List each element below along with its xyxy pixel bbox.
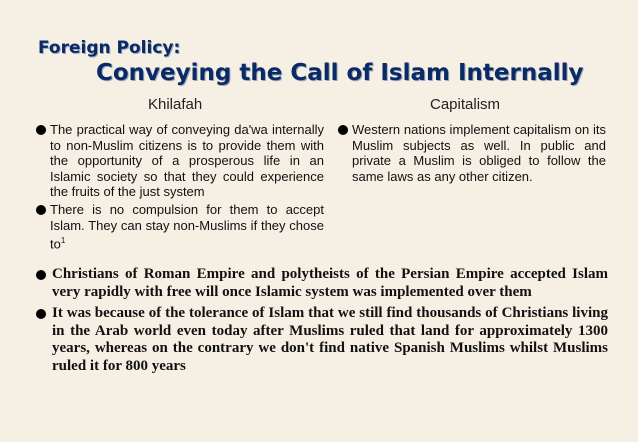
khilafah-heading: Khilafah	[148, 96, 203, 113]
capitalism-point: Western nations implement capitalism on its Muslim subjects as well. In public and private a Muslim is obliged to follow the same laws as any other citizen.	[336, 122, 606, 184]
summary-points	[34, 266, 608, 379]
slide-title: Conveying the Call of Islam Internally	[96, 60, 584, 86]
capitalism-heading: Capitalism	[430, 96, 501, 113]
capitalism-column	[336, 122, 606, 186]
khilafah-point: The practical way of conveying da'wa internally to non-Muslim citizens is to provide them with the opportunity of a prosperous life in an Islamic society so that they could experience the fruits of the just system	[34, 122, 324, 200]
summary-point: Christians of Roman Empire and polytheists of the Persian Empire accepted Islam very rapidly with free will once Islamic system was implemented over them	[34, 266, 608, 301]
summary-point: It was because of the tolerance of Islam that we still find thousands of Christians living in the Arab world even today after Muslims ruled that land for approximately 1300 years, whereas on the contrary we don't find native Spanish Muslims whilst Muslims ruled it for 800 years	[34, 305, 608, 375]
khilafah-point: There is no compulsion for them to accept Islam. They can stay non-Muslims if they chose $to^1$	[34, 202, 324, 252]
section-title: Foreign Policy:	[38, 38, 181, 58]
khilafah-column	[34, 122, 324, 254]
footnote-marker: 1	[60, 236, 66, 246]
